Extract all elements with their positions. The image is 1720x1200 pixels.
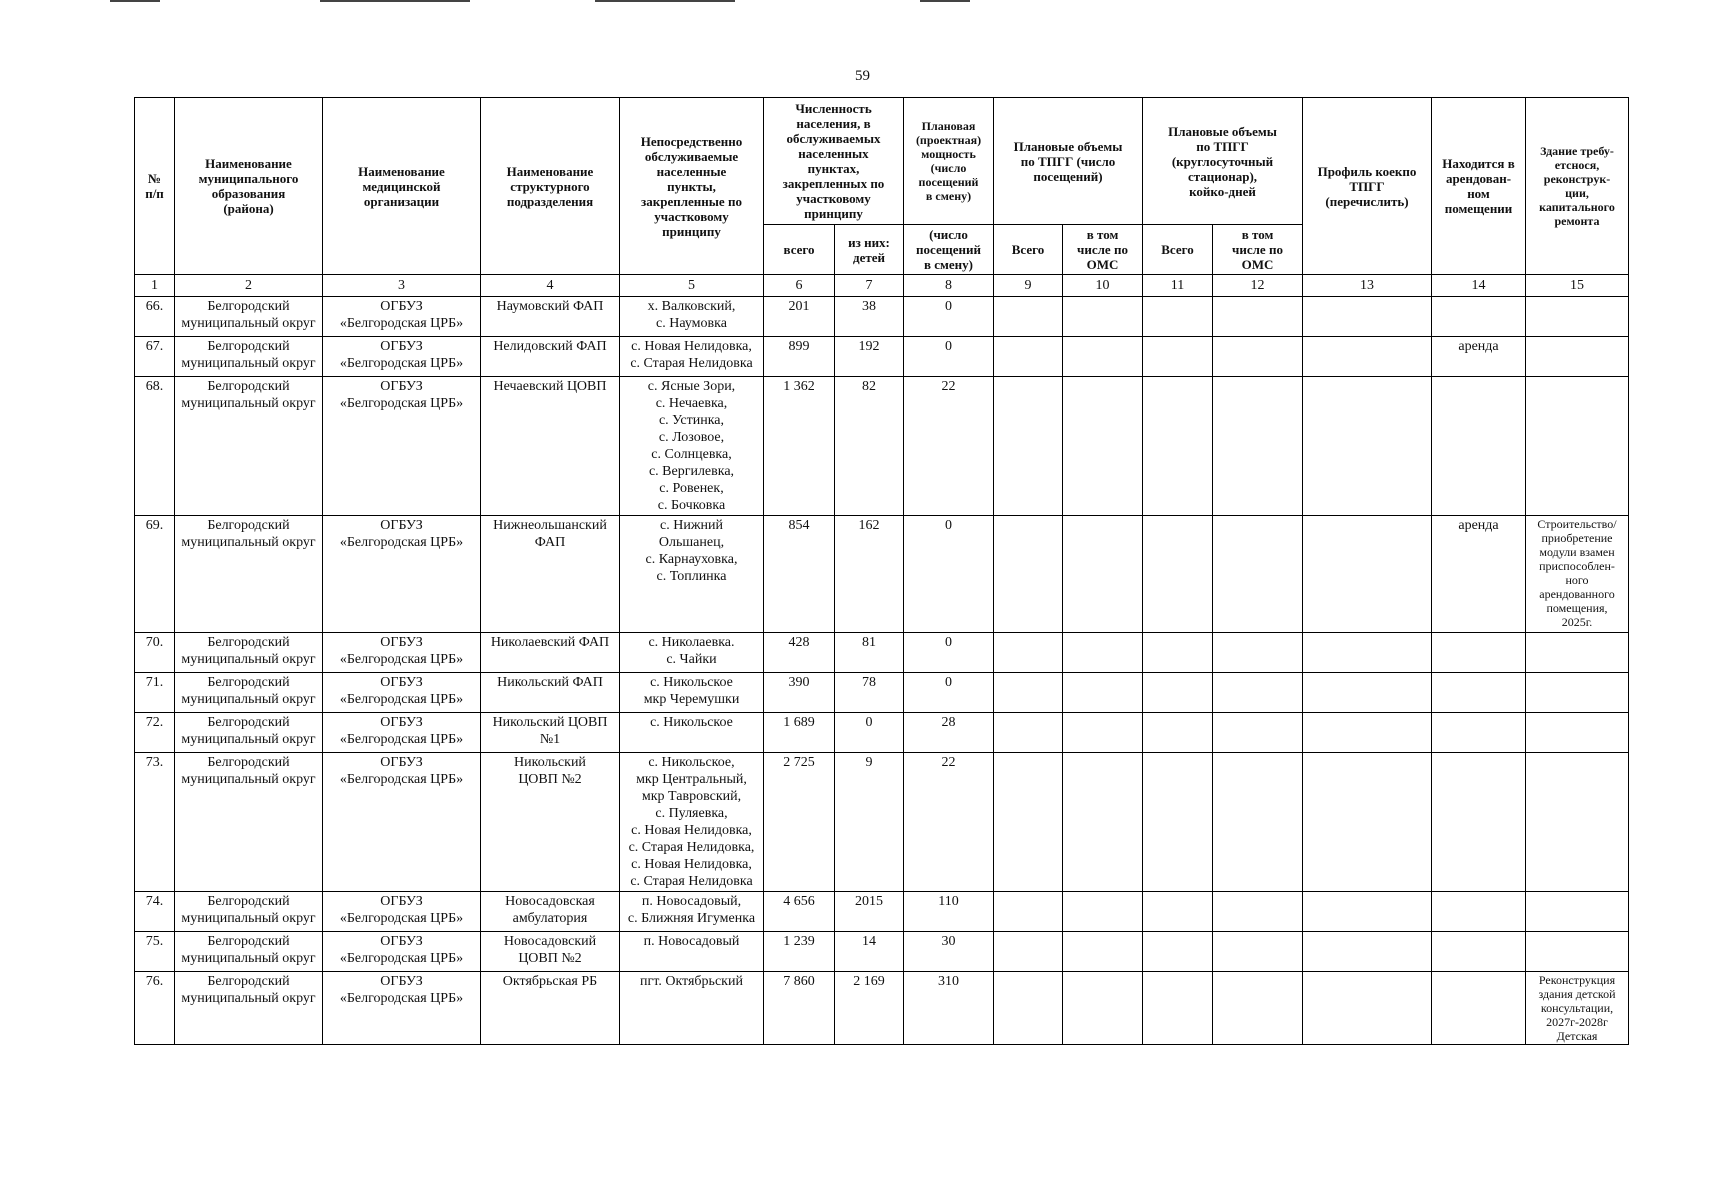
column-number-cell: 3 — [323, 275, 481, 297]
header-capacity: Плановая (проектная) мощность (число посещений в смену) — [904, 98, 994, 225]
bed-days-oms-cell — [1213, 633, 1303, 673]
organization-cell: ОГБУЗ «Белгородская ЦРБ» — [323, 713, 481, 753]
row-number: 75. — [135, 932, 175, 972]
column-number-cell: 14 — [1432, 275, 1526, 297]
row-number: 71. — [135, 673, 175, 713]
row-number: 69. — [135, 516, 175, 633]
population-children-cell: 2015 — [835, 892, 904, 932]
bed-days-oms-cell — [1213, 713, 1303, 753]
capacity-cell: 310 — [904, 972, 994, 1045]
rented-cell — [1432, 753, 1526, 892]
column-number-cell: 15 — [1526, 275, 1629, 297]
column-number-cell: 12 — [1213, 275, 1303, 297]
column-number-cell: 13 — [1303, 275, 1432, 297]
population-total-cell: 7 860 — [764, 972, 835, 1045]
header-visits-oms: в том числе по ОМС — [1063, 225, 1143, 275]
header-pop-children: из них: детей — [835, 225, 904, 275]
population-total-cell: 4 656 — [764, 892, 835, 932]
header-building: Здание требу- етснося, реконструк- ции, капитального ремонта — [1526, 98, 1629, 275]
header-visits-total: Всего — [994, 225, 1063, 275]
municipality-cell: Белгородский муниципальный округ — [175, 516, 323, 633]
row-number: 68. — [135, 377, 175, 516]
bed-profile-cell — [1303, 892, 1432, 932]
visits-oms-cell — [1063, 972, 1143, 1045]
building-cell — [1526, 633, 1629, 673]
building-cell — [1526, 377, 1629, 516]
header-municipality: Наименование муниципального образования (района) — [175, 98, 323, 275]
bed-profile-cell — [1303, 516, 1432, 633]
bed-days-total-cell — [1143, 753, 1213, 892]
unit-cell: Никольский ЦОВП №2 — [481, 753, 620, 892]
organization-cell: ОГБУЗ «Белгородская ЦРБ» — [323, 633, 481, 673]
capacity-cell: 0 — [904, 516, 994, 633]
bed-days-total-cell — [1143, 932, 1213, 972]
capacity-cell: 22 — [904, 377, 994, 516]
visits-oms-cell — [1063, 713, 1143, 753]
column-number-row — [135, 275, 1629, 297]
header-number: № п/п — [135, 98, 175, 275]
visits-total-cell — [994, 633, 1063, 673]
places-cell: с. Новая Нелидовка, с. Старая Нелидовка — [620, 337, 764, 377]
header-population: Численность населения, в обслуживаемых населенных пунктах, закрепленных по участковому принципу — [764, 98, 904, 225]
building-cell — [1526, 932, 1629, 972]
visits-oms-cell — [1063, 516, 1143, 633]
capacity-cell: 0 — [904, 337, 994, 377]
bed-profile-cell — [1303, 972, 1432, 1045]
population-children-cell: 81 — [835, 633, 904, 673]
municipality-cell: Белгородский муниципальный округ — [175, 673, 323, 713]
places-cell: пгт. Октябрьский — [620, 972, 764, 1045]
capacity-cell: 28 — [904, 713, 994, 753]
header-pop-total: всего — [764, 225, 835, 275]
table-row — [135, 673, 1629, 713]
table-row — [135, 932, 1629, 972]
capacity-cell: 30 — [904, 932, 994, 972]
bed-days-total-cell — [1143, 297, 1213, 337]
row-number: 74. — [135, 892, 175, 932]
rented-cell — [1432, 972, 1526, 1045]
population-total-cell: 390 — [764, 673, 835, 713]
bed-profile-cell — [1303, 713, 1432, 753]
municipality-cell: Белгородский муниципальный округ — [175, 972, 323, 1045]
table-row — [135, 516, 1629, 633]
bed-days-oms-cell — [1213, 972, 1303, 1045]
header-capacity-sub: (число посещений в смену) — [904, 225, 994, 275]
capacity-cell: 110 — [904, 892, 994, 932]
capacity-cell: 0 — [904, 297, 994, 337]
bed-profile-cell — [1303, 337, 1432, 377]
rented-cell — [1432, 932, 1526, 972]
places-cell: с. Николаевка. с. Чайки — [620, 633, 764, 673]
places-cell: п. Новосадовый — [620, 932, 764, 972]
rented-cell: аренда — [1432, 516, 1526, 633]
visits-oms-cell — [1063, 673, 1143, 713]
municipality-cell: Белгородский муниципальный округ — [175, 892, 323, 932]
building-cell — [1526, 713, 1629, 753]
table-row — [135, 297, 1629, 337]
population-children-cell: 0 — [835, 713, 904, 753]
building-cell — [1526, 673, 1629, 713]
visits-total-cell — [994, 932, 1063, 972]
header-bed-total: Всего — [1143, 225, 1213, 275]
organization-cell: ОГБУЗ «Белгородская ЦРБ» — [323, 892, 481, 932]
places-cell: с. Ясные Зори, с. Нечаевка, с. Устинка, с. Лозовое, с. Солнцевка, с. Вергилевка, с. Ровенек, с. Бочковка — [620, 377, 764, 516]
bed-profile-cell — [1303, 297, 1432, 337]
header-organization: Наименование медицинской организации — [323, 98, 481, 275]
bed-days-oms-cell — [1213, 377, 1303, 516]
bed-days-total-cell — [1143, 892, 1213, 932]
population-total-cell: 428 — [764, 633, 835, 673]
bed-days-oms-cell — [1213, 516, 1303, 633]
table-header — [135, 98, 1629, 297]
population-children-cell: 192 — [835, 337, 904, 377]
building-cell: Строительство/ приобретение модули взамен приспособлен- ного арендованного помещения, 2025г. — [1526, 516, 1629, 633]
bed-days-total-cell — [1143, 337, 1213, 377]
table-row — [135, 713, 1629, 753]
bed-days-total-cell — [1143, 633, 1213, 673]
header-bed-profile: Профиль коекпо ТПГГ (перечислить) — [1303, 98, 1432, 275]
building-cell — [1526, 892, 1629, 932]
municipality-cell: Белгородский муниципальный округ — [175, 633, 323, 673]
rented-cell: аренда — [1432, 337, 1526, 377]
population-total-cell: 2 725 — [764, 753, 835, 892]
header-places: Непосредственно обслуживаемые населенные пункты, закрепленные по участковому принципу — [620, 98, 764, 275]
rented-cell — [1432, 633, 1526, 673]
bed-profile-cell — [1303, 633, 1432, 673]
visits-total-cell — [994, 753, 1063, 892]
rented-cell — [1432, 673, 1526, 713]
visits-oms-cell — [1063, 377, 1143, 516]
bed-days-oms-cell — [1213, 297, 1303, 337]
population-children-cell: 9 — [835, 753, 904, 892]
bed-days-total-cell — [1143, 377, 1213, 516]
header-rented: Находится в арендован- ном помещении — [1432, 98, 1526, 275]
unit-cell: Николаевский ФАП — [481, 633, 620, 673]
row-number: 70. — [135, 633, 175, 673]
facilities-table — [134, 97, 1629, 1045]
building-cell: Реконструкция здания детской консультации, 2027г-2028г Детская — [1526, 972, 1629, 1045]
organization-cell: ОГБУЗ «Белгородская ЦРБ» — [323, 516, 481, 633]
bed-profile-cell — [1303, 753, 1432, 892]
header-bed-oms: в том числе по ОМС — [1213, 225, 1303, 275]
visits-total-cell — [994, 892, 1063, 932]
table-row — [135, 377, 1629, 516]
population-children-cell: 82 — [835, 377, 904, 516]
organization-cell: ОГБУЗ «Белгородская ЦРБ» — [323, 337, 481, 377]
column-number-cell: 4 — [481, 275, 620, 297]
unit-cell: Нижнеольшанский ФАП — [481, 516, 620, 633]
building-cell — [1526, 753, 1629, 892]
population-children-cell: 2 169 — [835, 972, 904, 1045]
organization-cell: ОГБУЗ «Белгородская ЦРБ» — [323, 673, 481, 713]
column-number-cell: 1 — [135, 275, 175, 297]
bed-days-total-cell — [1143, 972, 1213, 1045]
row-number: 72. — [135, 713, 175, 753]
bed-days-oms-cell — [1213, 932, 1303, 972]
organization-cell: ОГБУЗ «Белгородская ЦРБ» — [323, 972, 481, 1045]
unit-cell: Наумовский ФАП — [481, 297, 620, 337]
header-bed-days: Плановые объемы по ТПГГ (круглосуточный стационар), койко-дней — [1143, 98, 1303, 225]
visits-total-cell — [994, 377, 1063, 516]
bed-days-oms-cell — [1213, 673, 1303, 713]
table-body — [135, 297, 1629, 1045]
rented-cell — [1432, 297, 1526, 337]
municipality-cell: Белгородский муниципальный округ — [175, 297, 323, 337]
places-cell: с. Никольское — [620, 713, 764, 753]
places-cell: с. Никольское мкр Черемушки — [620, 673, 764, 713]
visits-oms-cell — [1063, 633, 1143, 673]
population-total-cell: 201 — [764, 297, 835, 337]
organization-cell: ОГБУЗ «Белгородская ЦРБ» — [323, 377, 481, 516]
municipality-cell: Белгородский муниципальный округ — [175, 753, 323, 892]
unit-cell: Никольский ФАП — [481, 673, 620, 713]
bed-days-total-cell — [1143, 713, 1213, 753]
header-unit: Наименование структурного подразделения — [481, 98, 620, 275]
table-row — [135, 753, 1629, 892]
population-total-cell: 899 — [764, 337, 835, 377]
population-total-cell: 854 — [764, 516, 835, 633]
row-number: 66. — [135, 297, 175, 337]
visits-total-cell — [994, 673, 1063, 713]
population-total-cell: 1 239 — [764, 932, 835, 972]
capacity-cell: 0 — [904, 633, 994, 673]
bed-days-oms-cell — [1213, 753, 1303, 892]
scan-artifact-line — [320, 0, 470, 2]
bed-days-oms-cell — [1213, 892, 1303, 932]
building-cell — [1526, 337, 1629, 377]
organization-cell: ОГБУЗ «Белгородская ЦРБ» — [323, 753, 481, 892]
population-total-cell: 1 689 — [764, 713, 835, 753]
capacity-cell: 0 — [904, 673, 994, 713]
table-row — [135, 337, 1629, 377]
places-cell: с. Нижний Ольшанец, с. Карнауховка, с. Топлинка — [620, 516, 764, 633]
table-row — [135, 633, 1629, 673]
organization-cell: ОГБУЗ «Белгородская ЦРБ» — [323, 297, 481, 337]
column-number-cell: 5 — [620, 275, 764, 297]
unit-cell: Новосадовская амбулатория — [481, 892, 620, 932]
bed-profile-cell — [1303, 932, 1432, 972]
visits-oms-cell — [1063, 753, 1143, 892]
table-row — [135, 972, 1629, 1045]
municipality-cell: Белгородский муниципальный округ — [175, 713, 323, 753]
unit-cell: Никольский ЦОВП №1 — [481, 713, 620, 753]
bed-profile-cell — [1303, 377, 1432, 516]
bed-days-total-cell — [1143, 516, 1213, 633]
row-number: 73. — [135, 753, 175, 892]
visits-oms-cell — [1063, 892, 1143, 932]
rented-cell — [1432, 377, 1526, 516]
scan-artifact-line — [595, 0, 735, 2]
population-children-cell: 14 — [835, 932, 904, 972]
population-children-cell: 78 — [835, 673, 904, 713]
row-number: 76. — [135, 972, 175, 1045]
building-cell — [1526, 297, 1629, 337]
population-children-cell: 162 — [835, 516, 904, 633]
municipality-cell: Белгородский муниципальный округ — [175, 337, 323, 377]
places-cell: х. Валковский, с. Наумовка — [620, 297, 764, 337]
column-number-cell: 2 — [175, 275, 323, 297]
column-number-cell: 6 — [764, 275, 835, 297]
rented-cell — [1432, 713, 1526, 753]
capacity-cell: 22 — [904, 753, 994, 892]
organization-cell: ОГБУЗ «Белгородская ЦРБ» — [323, 932, 481, 972]
rented-cell — [1432, 892, 1526, 932]
bed-days-total-cell — [1143, 673, 1213, 713]
scan-artifact-line — [920, 0, 970, 2]
visits-total-cell — [994, 337, 1063, 377]
places-cell: п. Новосадовый, с. Ближняя Игуменка — [620, 892, 764, 932]
visits-total-cell — [994, 516, 1063, 633]
page-number: 59 — [855, 68, 870, 84]
header-visits: Плановые объемы по ТПГГ (число посещений) — [994, 98, 1143, 225]
population-total-cell: 1 362 — [764, 377, 835, 516]
column-number-cell: 7 — [835, 275, 904, 297]
unit-cell: Нечаевский ЦОВП — [481, 377, 620, 516]
visits-total-cell — [994, 297, 1063, 337]
column-number-cell: 10 — [1063, 275, 1143, 297]
bed-days-oms-cell — [1213, 337, 1303, 377]
unit-cell: Октябрьская РБ — [481, 972, 620, 1045]
unit-cell: Новосадовский ЦОВП №2 — [481, 932, 620, 972]
population-children-cell: 38 — [835, 297, 904, 337]
visits-total-cell — [994, 713, 1063, 753]
visits-oms-cell — [1063, 932, 1143, 972]
table-row — [135, 892, 1629, 932]
visits-oms-cell — [1063, 297, 1143, 337]
column-number-cell: 8 — [904, 275, 994, 297]
scan-artifact-line — [110, 0, 160, 2]
visits-oms-cell — [1063, 337, 1143, 377]
unit-cell: Нелидовский ФАП — [481, 337, 620, 377]
municipality-cell: Белгородский муниципальный округ — [175, 932, 323, 972]
bed-profile-cell — [1303, 673, 1432, 713]
visits-total-cell — [994, 972, 1063, 1045]
column-number-cell: 11 — [1143, 275, 1213, 297]
places-cell: с. Никольское, мкр Центральный, мкр Тавровский, с. Пуляевка, с. Новая Нелидовка, с. Старая Нелидовка, с. Новая Нелидовка, с. Старая Нелидовка — [620, 753, 764, 892]
municipality-cell: Белгородский муниципальный округ — [175, 377, 323, 516]
column-number-cell: 9 — [994, 275, 1063, 297]
row-number: 67. — [135, 337, 175, 377]
